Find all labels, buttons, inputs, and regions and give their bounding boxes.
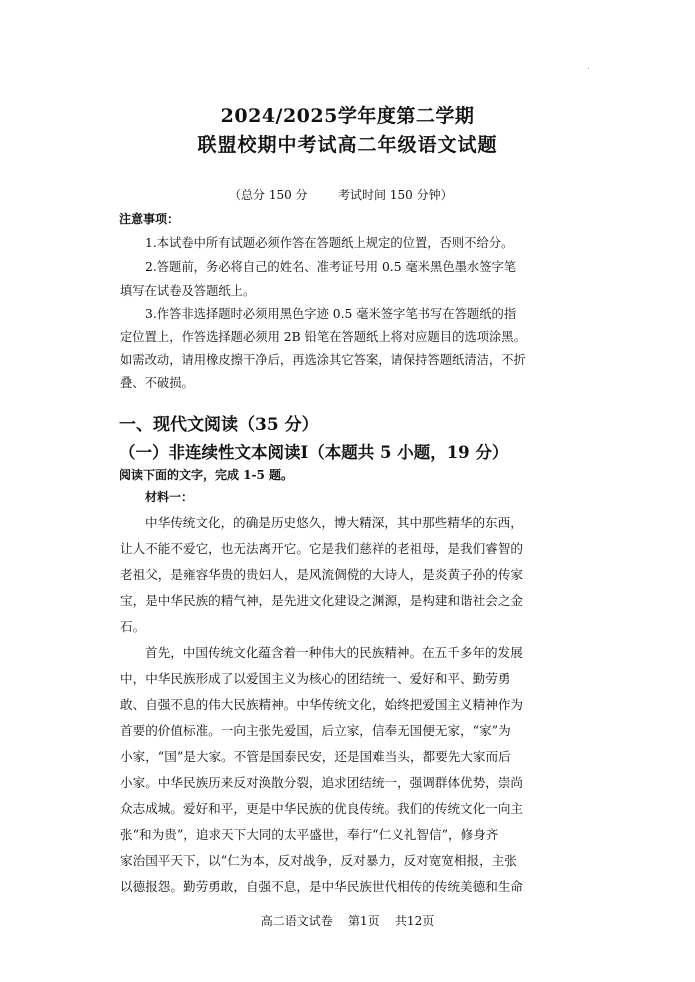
passage-line: 中华传统文化，的确是历史悠久，博大精深，其中那些精华的东西， (145, 515, 523, 530)
passage-line: 以德报怨。勤劳勇敢，自强不息，是中华民族世代相传的传统美德和生命 (120, 879, 523, 894)
passage-line: 中，中华民族形成了以爱国主义为核心的团结统一、爱好和平、勤劳勇 (120, 671, 511, 686)
passage-line: 家治国平天下，以“仁为本，反对战争，反对暴力，反对宽宽相报，主张 (120, 853, 517, 868)
reading-instruction: 阅读下面的文字，完成 1-5 题。 (119, 468, 294, 482)
notice-line: 填写在试卷及答题纸上。 (120, 284, 256, 298)
passage-line: 小家，“国”是大家。不管是国泰民安，还是国难当头，都要先大家而后 (120, 749, 511, 764)
exam-title-line2: 联盟校期中考试高二年级语文试题 (197, 134, 498, 156)
passage-line: 石。 (120, 619, 146, 634)
passage-line: 敢、自强不息的伟大民族精神。中华传统文化，始终把爱国主义精神作为 (120, 697, 523, 712)
notice-line: 叠、不破损。 (120, 376, 194, 390)
notice-line: 如需改动，请用橡皮擦干净后，再选涂其它答案，请保持答题纸清洁，不折 (120, 353, 526, 367)
exam-title-line1: 2024/2025学年度第二学期 (220, 105, 475, 127)
scan-dot (588, 68, 589, 69)
passage-line: 宝，是中华民族的精气神，是先进文化建设之渊源，是构建和谐社会之金 (120, 593, 523, 608)
material-label: 材料一： (145, 490, 194, 504)
exam-info: （总分 150 分 考试时间 150 分钟） (229, 188, 453, 202)
passage-line: 老祖父，是雍容华贵的贵妇人，是风流倜傥的大诗人，是炎黄子孙的传家 (120, 567, 523, 582)
passage-line: 众志成城。爱好和平，更是中华民族的优良传统。我们的传统文化一向主 (120, 801, 523, 816)
notice-line: 1.本试卷中所有试题必须作答在答题纸上规定的位置，否则不给分。 (145, 236, 514, 250)
section-subtitle: （一）非连续性文本阅读Ⅰ（本题共 5 小题，19 分） (119, 443, 509, 462)
passage-line: 让人不能不爱它，也无法离开它。它是我们慈祥的老祖母，是我们睿智的 (120, 541, 523, 556)
passage-line: 首先，中国传统文化蕴含着一种伟大的民族精神。在五千多年的发展 (145, 645, 523, 660)
notice-line: 3.作答非选择题时必须用黑色字迹 0.5 毫米签字笔书写在答题纸的指 (145, 307, 517, 321)
notice-line: 定位置上，作答选择题必须用 2B 铅笔在答题纸上将对应题目的选项涂黑。 (120, 330, 526, 344)
passage-line: 首要的价值标准。一向主张先爱国，后立家，信奉无国便无家，“家”为 (120, 723, 511, 738)
notice-line: 2.答题前，务必将自己的姓名、准考证号用 0.5 毫米黑色墨水签字笔 (145, 260, 517, 274)
notice-heading: 注意事项： (119, 212, 180, 226)
section-title: 一、现代文阅读（35 分） (119, 415, 319, 435)
passage-line: 张“和为贵”，追求天下大同的太平盛世，奉行“仁义礼智信”，修身齐 (120, 827, 499, 842)
page-footer: 高二语文试卷 第1页 共12页 (260, 914, 435, 928)
passage-line: 小家。中华民族历来反对涣散分裂，追求团结统一，强调群体优势，崇尚 (120, 775, 523, 790)
